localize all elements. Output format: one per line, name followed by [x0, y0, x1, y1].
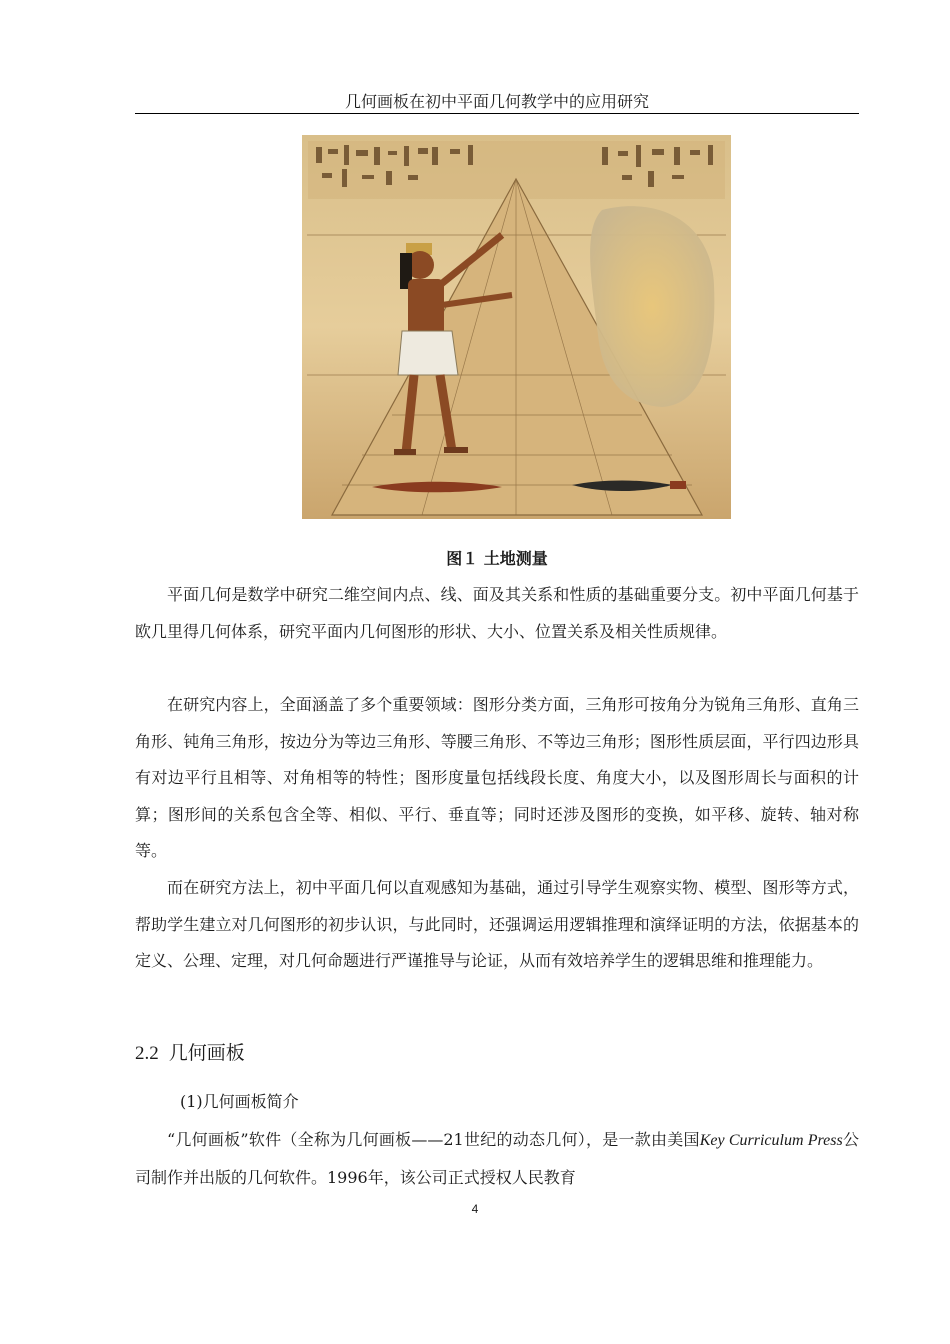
section-heading: [135, 1039, 245, 1068]
section-number: 2.2: [135, 1043, 159, 1064]
paragraph-2: 在研究内容上，全面涵盖了多个重要领域：图形分类方面，三角形可按角分为锐角三角形、直角三角形、钝角三角形，按边分为等边三角形、等腰三角形、不等边三角形；图形性质层面，平行四边形具有对边平行且相等、对角相等的特性；图形度量包括线段长度、角度大小，以及图形周长与面积的计算；图形间的关系包含全等、相似、平行、垂直等；同时还涉及图形的变换，如平移、旋转、轴对称等。: [135, 695, 859, 860]
header-title: 几何画板在初中平面几何教学中的应用研究: [344, 92, 649, 111]
page-header: [135, 91, 859, 114]
publisher-name: Key Curriculum Press: [699, 1132, 843, 1149]
paragraph-3: 而在研究方法上，初中平面几何以直观感知为基础，通过引导学生观察实物、模型、图形等方式，帮助学生建立对几何图形的初步认识，与此同时，还强调运用逻辑推理和演绎证明的方法，依据基本的定义、公理、定理，对几何命题进行严谨推导与论证，从而有效培养学生的逻辑思维和推理能力。: [135, 878, 859, 970]
figure-image: [302, 135, 731, 519]
egyptian-surveying-painting-image: [302, 135, 731, 519]
paragraph-4-part1: “几何画板”软件（全称为几何画板——21世纪的动态几何），是一款由美国: [167, 1130, 700, 1149]
subsection-heading: (1)几何画板简介: [180, 1092, 299, 1111]
paragraph-4-part2: 公司制作并出版的几何软件。1996年，该公司正式授权人民教育: [135, 1130, 859, 1187]
paragraph-1: 平面几何是数学中研究二维空间内点、线、面及其关系和性质的基础重要分支。初中平面几何基于欧几里得几何体系，研究平面内几何图形的形状、大小、位置关系及相关性质规律。: [135, 585, 859, 641]
page-number: 4: [471, 1202, 479, 1216]
section-title: 几何画板: [168, 1042, 245, 1064]
figure-caption: 图１ 土地测量: [446, 549, 548, 568]
paragraph-4: [135, 1122, 859, 1196]
